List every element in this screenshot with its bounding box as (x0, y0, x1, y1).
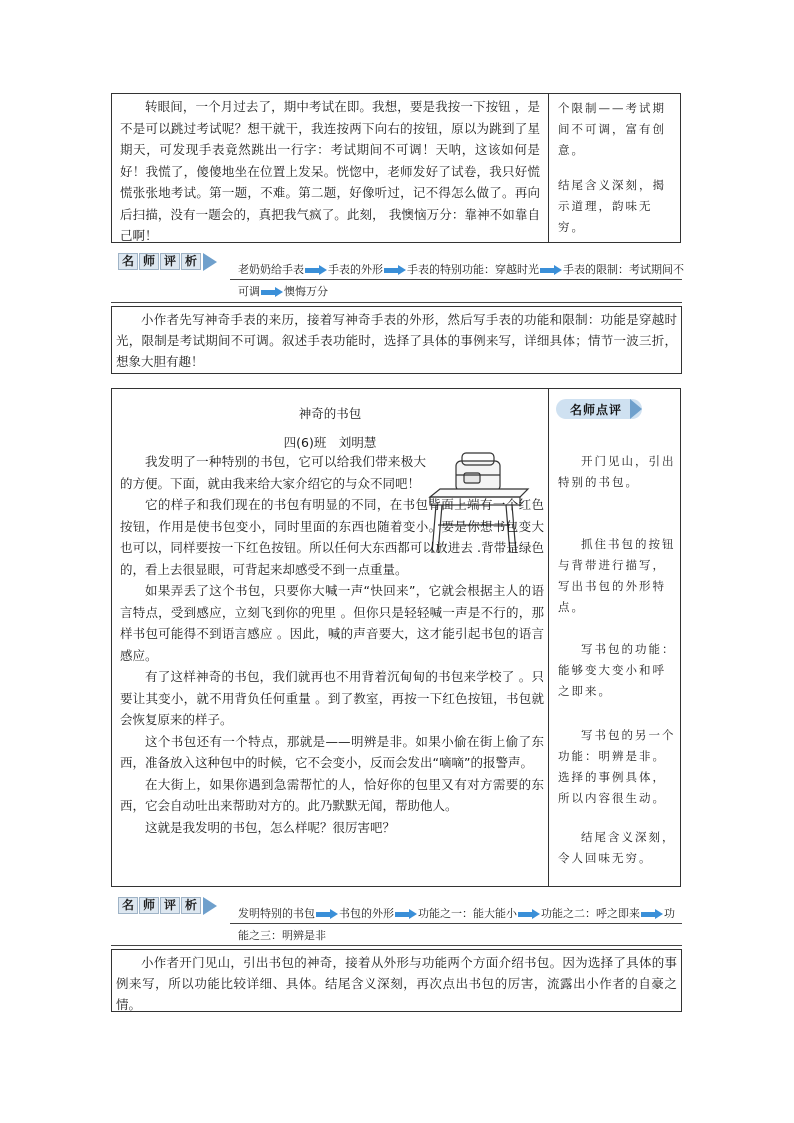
right-arrow-icon (384, 266, 406, 275)
essay-text-1 (120, 96, 540, 247)
chain-step: 老奶奶给手表 (238, 263, 304, 276)
chain-step: 发明特别的书包 (238, 907, 315, 920)
essay-paragraph: 如果弄丢了这个书包，只要你大喊一声“快回来”，它就会根据主人的语言特点，受到感应，立刻飞到你的兜里 。但你只是轻轻喊一声是不行的，那样书包可能得不到语言感应 。因此，喊的声音要大，这才能引起书包的语言感应。 (120, 583, 544, 663)
chain-step: 手表的外形 (328, 263, 383, 276)
analysis-summary-box-2 (111, 949, 682, 1012)
right-arrow-icon (540, 266, 562, 275)
comment-item: 抓住书包的按钮与背带进行描写，写出书包的外形特点。 (558, 537, 676, 614)
essay-box-2 (111, 388, 681, 887)
badge-char: 师 (139, 897, 159, 914)
analysis-summary-box-1 (111, 306, 682, 374)
chain-step: 书包的外形 (339, 907, 394, 920)
badge-tail-icon (203, 253, 217, 271)
right-arrow-icon (518, 910, 540, 919)
essay-body-2 (120, 451, 544, 838)
analysis-chain-2 (238, 903, 684, 947)
teacher-analysis-badge (118, 252, 217, 271)
essay-title: 神奇的书包 (298, 406, 362, 421)
teacher-comment-header (556, 399, 642, 419)
comment-item: 写书包的功能：能够变大变小和呼之即来。 (558, 642, 676, 698)
badge-char: 析 (181, 897, 201, 914)
comment-item: 结尾含义深刻，揭示道理，韵味无穷。 (558, 178, 666, 234)
right-arrow-icon (261, 288, 283, 297)
chain-step: 懊悔万分 (284, 285, 328, 298)
badge-char: 师 (139, 253, 159, 270)
comment-item: 个限制——考试期间不可调，富有创意。 (558, 101, 666, 157)
essay-paragraph: 这就是我发明的书包，怎么样呢？很厉害吧？ (145, 819, 396, 835)
chain-step: 功能之二：呼之即来 (541, 907, 640, 920)
analysis-chain-1 (238, 259, 684, 303)
essay-paragraph: 转眼间，一个月过去了，期中考试在即。我想，要是我按一下按钮 ，是不是可以跳过考试呢？想干就干，我连按两下向右的按钮，原以为跳到了星期天，可发现手表竟然跳出一行字：考试期间不可调！天呐，这该如何是好！我慌了，傻傻地坐在位置上发呆。恍惚中，老师发好了试卷，我只好慌慌张张地考试。第一题，不难。第二题，好像听过，记不得怎么做了。再向后扫描，没有一题会的，真把我气疯了。此刻， 我懊恼万分：靠神不如靠自己啊！ (120, 99, 540, 243)
badge-char: 评 (160, 253, 180, 270)
comment-item: 开门见山，引出特别的书包。 (558, 454, 676, 489)
right-arrow-icon (641, 910, 663, 919)
right-arrow-icon (395, 910, 417, 919)
analysis-summary: 小作者开门见山，引出书包的神奇，接着从外形与功能两个方面介绍书包。因为选择了具体的事例来写，所以功能比较详细、具体。结尾含义深刻，再次点出书包的厉害，流露出小作者的自豪之情。 (116, 955, 677, 1012)
teacher-analysis-badge (118, 896, 217, 915)
badge-char: 名 (118, 897, 138, 914)
essay-paragraph: 有了这样神奇的书包，我们就再也不用背着沉甸甸的书包来学校了 。只要让其变小，就不用背负任何重量 。到了教室，再按一下红色按钮，书包就会恢复原来的样子。 (120, 669, 544, 727)
essay-paragraph: 我发明了一种特别的书包，它可以给我们带来极大的方便。下面，就由我来给大家介绍它的与众不同吧！ (120, 454, 426, 491)
teacher-comment-label: 名师点评 (570, 402, 623, 417)
badge-char: 评 (160, 897, 180, 914)
comment-column-1 (558, 98, 674, 238)
right-arrow-icon (316, 910, 338, 919)
chain-step: 功能之三：明辨是非 (238, 907, 675, 942)
badge-tail-icon (203, 897, 217, 915)
right-arrow-icon (305, 266, 327, 275)
chain-step: 手表的特别功能：穿越时光 (407, 263, 539, 276)
essay-divider (548, 389, 549, 886)
essay-paragraph: 它的样子和我们现在的书包有明显的不同，在书包背面上端有一个红色按钮，作用是使书包变小，同时里面的东西也随着变小。要是你想书包变大也可以，同样要按一下红色按钮。所以任何大东西都可以放进去 .背带是绿色的，看上去很显眼，可背起来却感受不到一点重量。 (120, 497, 544, 577)
essay-paragraph: 这个书包还有一个特点，那就是——明辨是非。如果小偷在街上偷了东西，准备放入这种包中的时候，它不会变小，反而会发出“嘀嘀”的报警声。 (120, 733, 544, 770)
chain-step: 功能之一：能大能小 (418, 907, 517, 920)
comment-item: 结尾含义深刻，令人回味无穷。 (558, 830, 676, 865)
badge-char: 名 (118, 253, 138, 270)
essay-box-1 (111, 93, 681, 243)
chain-step: 手表的限制：考试期间不可调 (238, 263, 684, 298)
comment-item: 写书包的另一个功能：明辨是非。选择的事例具体，所以内容很生动。 (558, 728, 676, 805)
badge-char: 析 (181, 253, 201, 270)
essay-author: 四(6)班 刘明慧 (283, 435, 377, 450)
essay-paragraph: 在大街上，如果你遇到急需帮忙的人，恰好你的包里又有对方需要的东西，它会自动吐出来帮助对方的。此乃默默无闻，帮助他人。 (120, 776, 544, 813)
essay-divider (548, 94, 549, 242)
pill-arrow-icon (630, 399, 642, 419)
underline (111, 302, 682, 303)
underline (111, 945, 682, 946)
analysis-summary: 小作者先写神奇手表的来历，接着写神奇手表的外形，然后写手表的功能和限制：功能是穿越时光，限制是考试期间不可调。叙述手表功能时，选择了具体的事例来写，详细具体；情节一波三折，想象大胆有趣！ (116, 312, 677, 369)
